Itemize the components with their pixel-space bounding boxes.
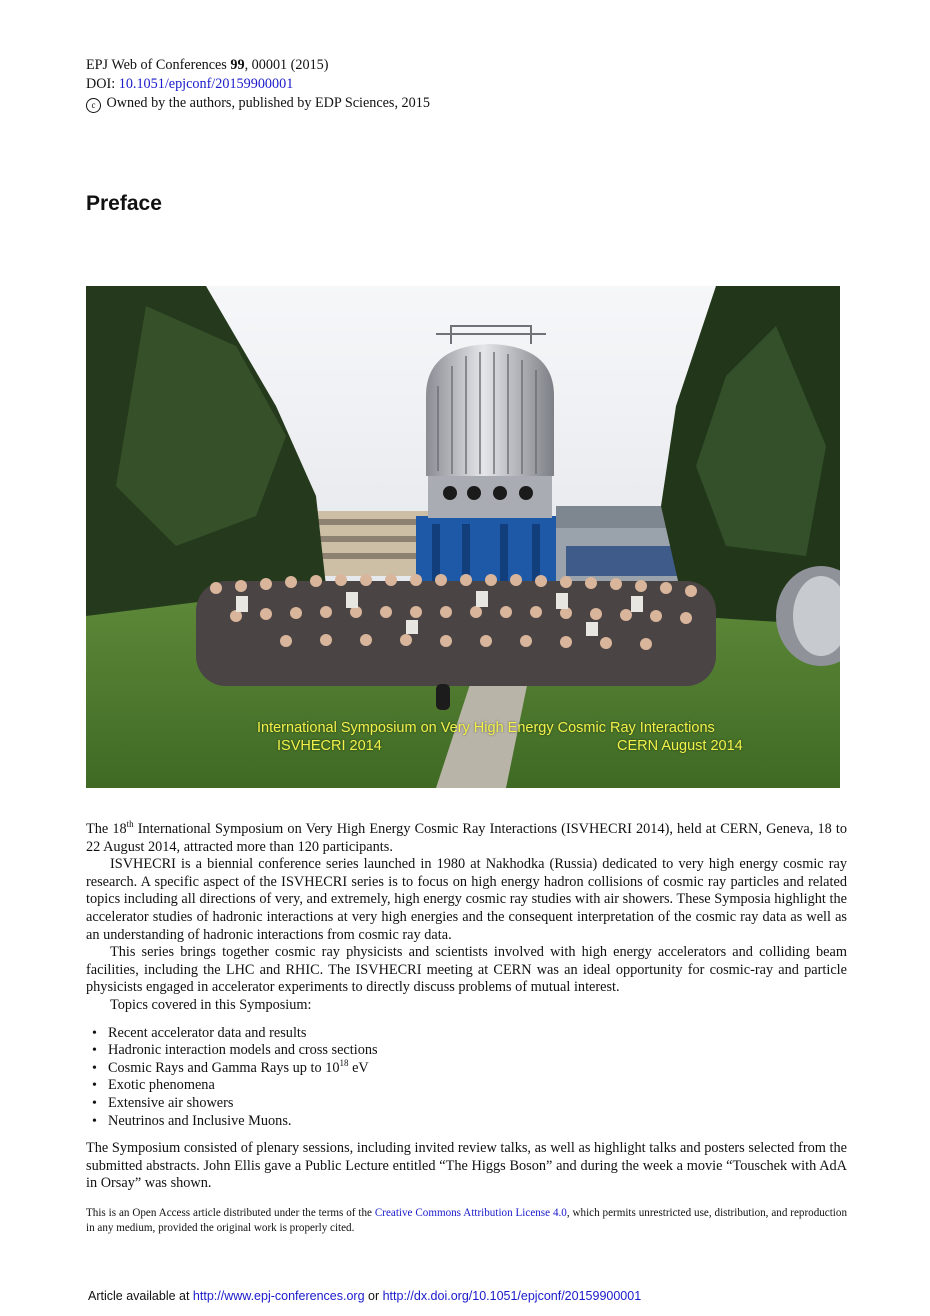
preface-body (86, 821, 847, 1193)
copyright-icon: c (86, 98, 101, 113)
paragraph-series: ISVHECRI is a biennial conference series launched in 1980 at Nakhodka (Russia) dedicated to very high energy cosmic ray research. A specific aspect of the ISVHECRI series is to focus on high energy hadron collisions of cosmic ray particles and related topics including all directions of very, and extremely, high energy cosmic ray studies with air showers. These Symposia highlight the accelerator studies of hadronic interactions at very high energies and the consequent interpretation of the cosmic ray data as well as an understanding of hadronic interactions from cosmic ray data. (86, 856, 847, 943)
paragraph-intro: The 18th International Symposium on Very High Energy Cosmic Ray Interactions (ISVHECRI 2014), held at CERN, Geneva, 18 to 22 August 2014, attracted more than 120 participants. (86, 819, 847, 855)
group-photo-illustration (86, 286, 840, 788)
journal-url-link[interactable]: http://www.epj-conferences.org (192, 1289, 365, 1303)
list-item: • Hadronic interaction models and cross sections (108, 1042, 847, 1060)
article-footer: Article available at http://www.epj-conferences.org or http://dx.doi.org/10.1051/epjconf/20159900001 (88, 1289, 642, 1303)
copyright-text: Owned by the authors, published by EDP Sciences, 2015 (106, 95, 430, 111)
article-number: , 00001 (2015) (244, 57, 329, 73)
page-title: Preface (86, 192, 162, 215)
paragraph-sessions: The Symposium consisted of plenary sessions, including invited review talks, as well as highlight talks and posters selected from the submitted abstracts. John Ellis gave a Public Lecture entitled “The Higgs Boson” and during the week a movie “Touschek with AdA in Orsay” was shown. (86, 1140, 847, 1192)
list-item: • Cosmic Rays and Gamma Rays up to $10^{18}$ eV (108, 1060, 847, 1078)
doi-line (86, 75, 430, 94)
doi-label: DOI: (86, 76, 119, 92)
citation-header (86, 56, 430, 113)
volume-number: 99 (230, 57, 245, 73)
paragraph-topics-intro: Topics covered in this Symposium: (110, 996, 312, 1013)
journal-citation (86, 56, 430, 75)
license-link[interactable]: Creative Commons Attribution License 4.0 (374, 1207, 567, 1219)
photo-caption-event: ISVHECRI 2014 (277, 738, 382, 754)
photo-caption-location: CERN August 2014 (617, 738, 743, 754)
journal-name: EPJ Web of Conferences (86, 57, 231, 73)
paragraph-purpose: This series brings together cosmic ray physicists and scientists involved with high energy accelerators and colliding beam facilities, including the LHC and RHIC. The ISVHECRI meeting at CERN was an ideal opportunity for cosmic-ray and particle physicists engaged in accelerator experiments to directly discuss problems of mutual interest. (86, 944, 847, 996)
license-notice: This is an Open Access article distributed under the terms of the Creative Commons Attribution License 4.0, which permits unrestricted use, distribution, and reproduction in any medium, provided the original work is properly cited. (86, 1207, 847, 1234)
doi-url-link[interactable]: http://dx.doi.org/10.1051/epjconf/20159900001 (382, 1289, 642, 1303)
copyright-line (86, 94, 430, 113)
topics-list (86, 1025, 847, 1131)
doi-link[interactable]: 10.1051/epjconf/20159900001 (118, 76, 294, 92)
photo-caption-title: International Symposium on Very High Energy Cosmic Ray Interactions (257, 720, 715, 736)
list-item: • Neutrinos and Inclusive Muons. (108, 1113, 847, 1131)
list-item: • Recent accelerator data and results (108, 1025, 847, 1043)
group-photo (86, 286, 840, 788)
list-item: • Exotic phenomena (108, 1077, 847, 1095)
list-item: • Extensive air showers (108, 1095, 847, 1113)
